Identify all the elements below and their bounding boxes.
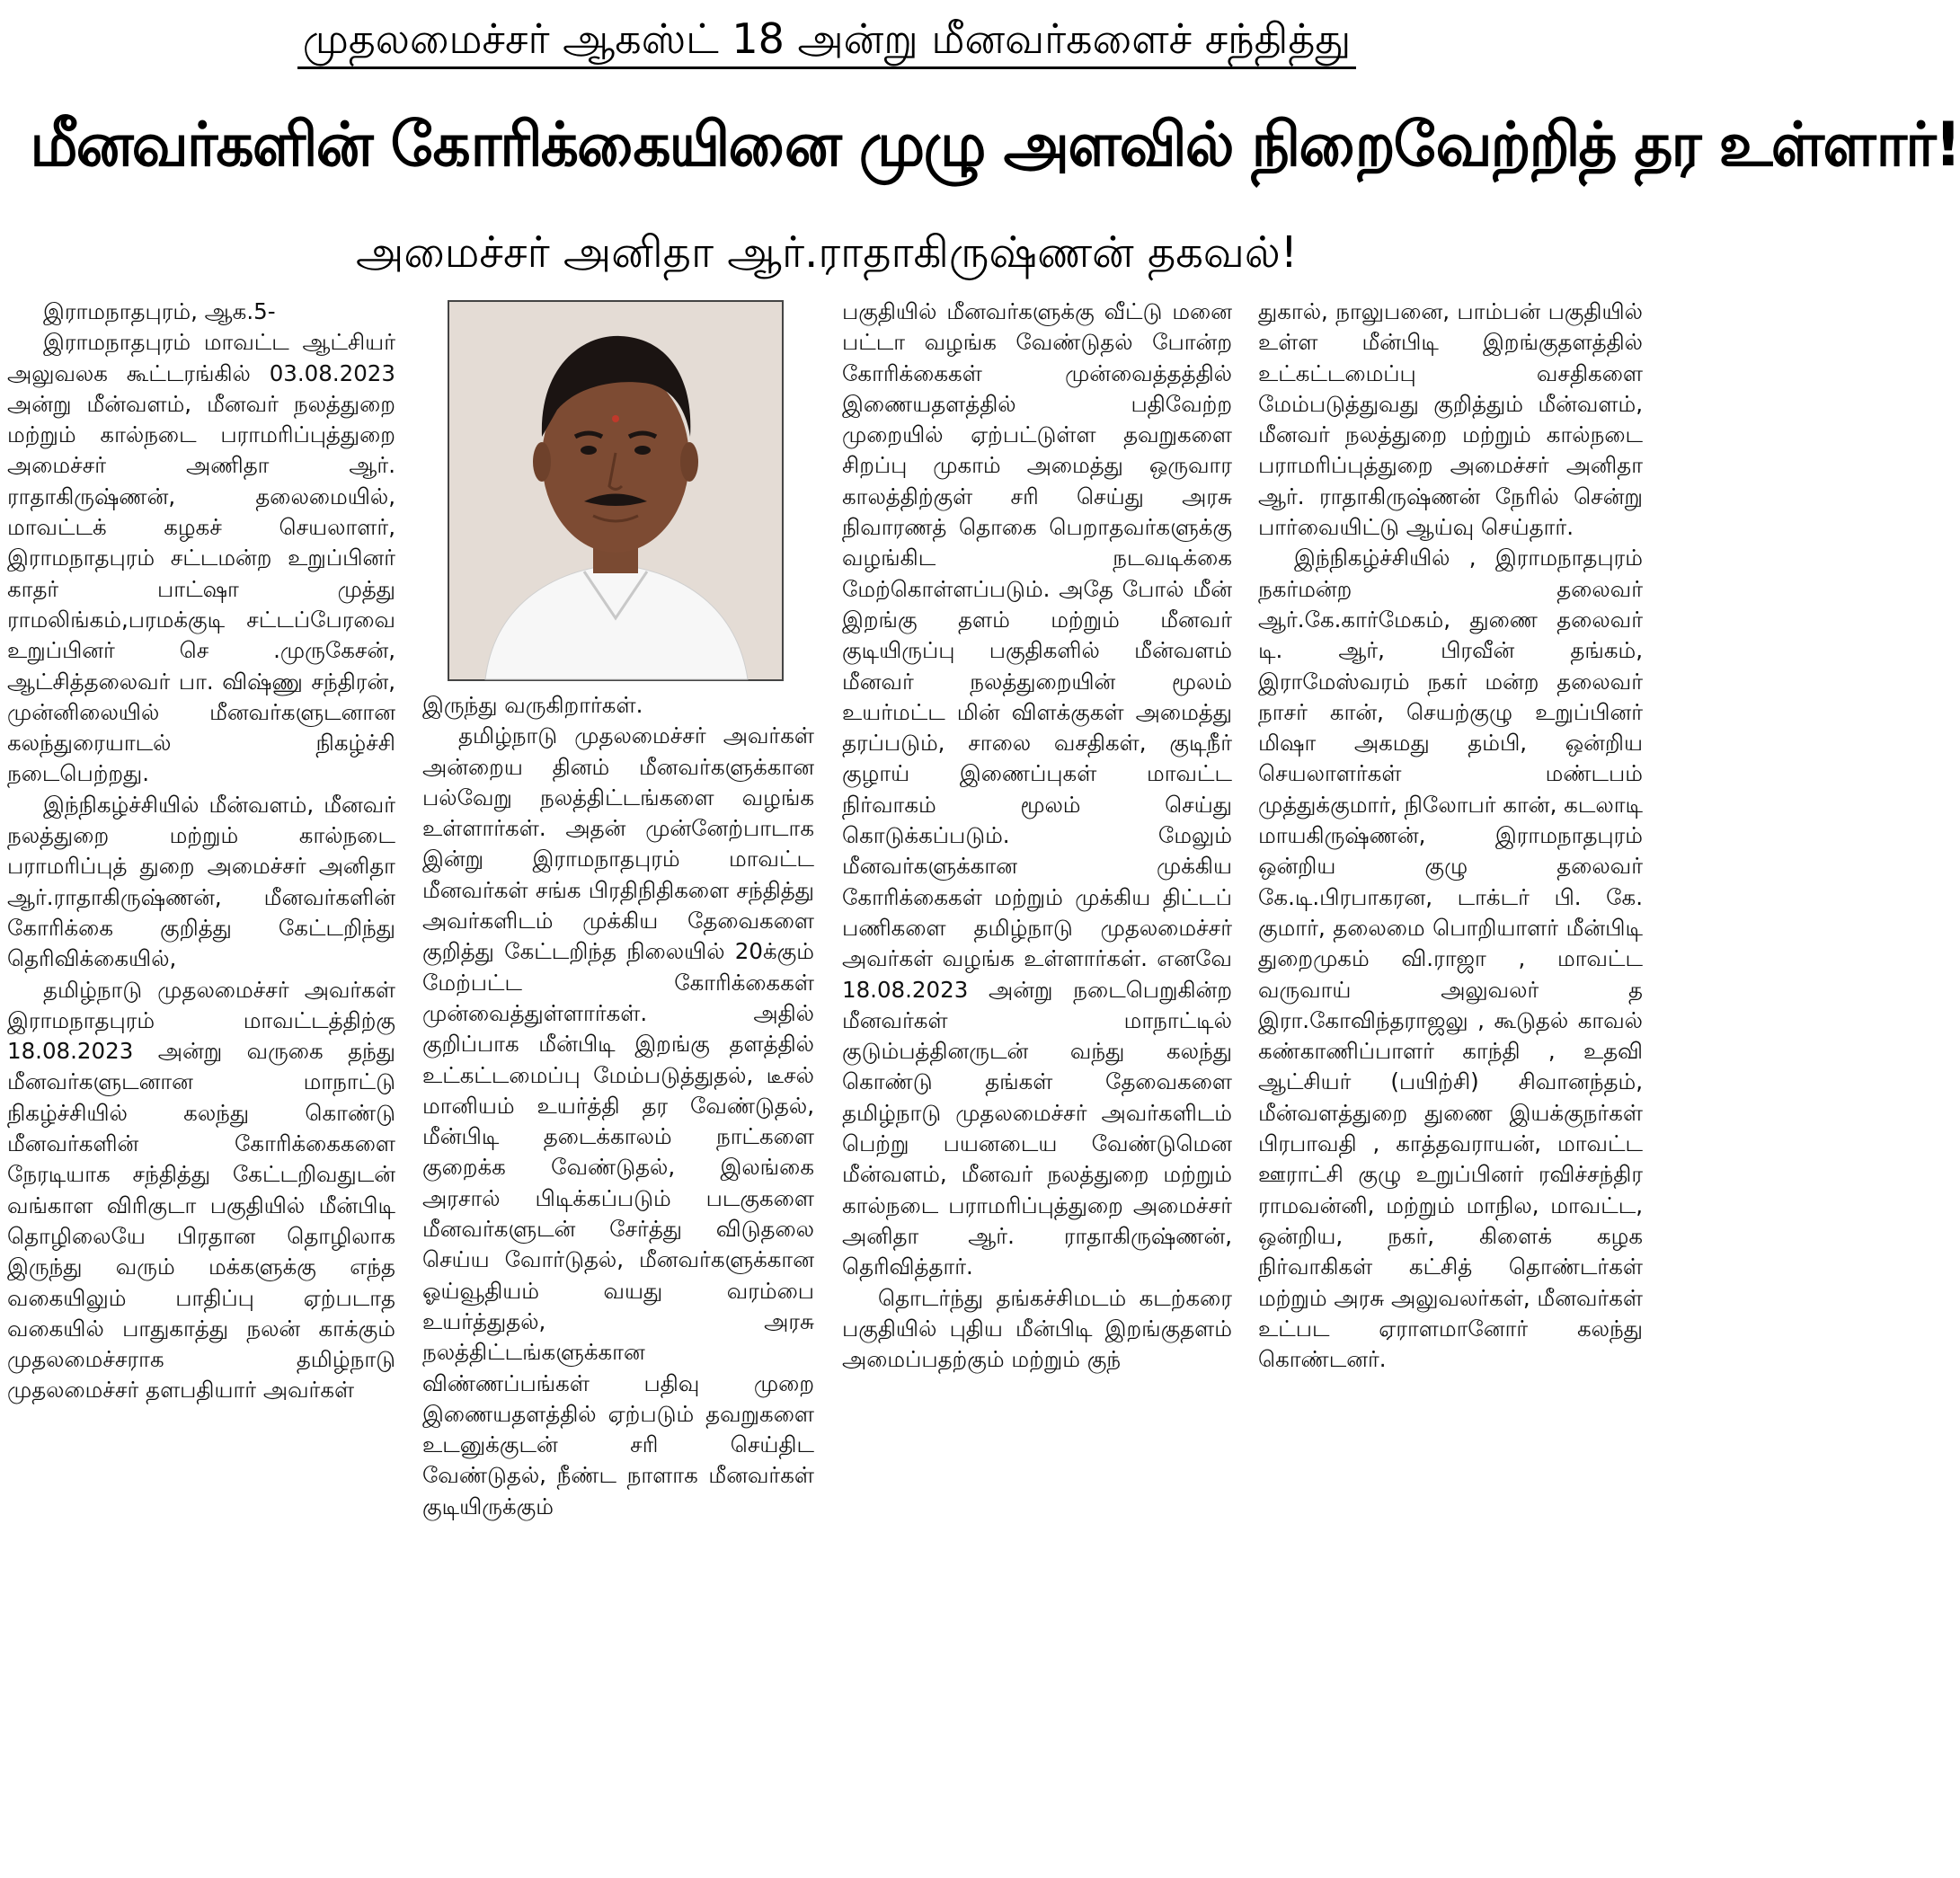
article-column-3	[842, 297, 1232, 1874]
paragraph: துகால், நாலுபனை, பாம்பன் பகுதியில் உள்ள மீன்பிடி இறங்குதளத்தில் உட்கட்டமைப்பு வசதிகளை மேம்படுத்துவது குறித்தும் மீன்வளம், மீனவர் நலத்துறை மற்றும் கால்நடை பராமரிப்புத்துறை அமைச்சர் அனிதா ஆர். ராதாகிருஷ்ணன் நேரில் சென்று பார்வையிட்டு ஆய்வு செய்தார்.	[1258, 298, 1643, 541]
paragraph: தமிழ்நாடு முதலமைச்சர் அவர்கள் அன்றைய தினம் மீனவர்களுக்கான பல்வேறு நலத்திட்டங்களை வழங்க உள்ளார்கள். அதன் முன்னேற்பாடாக இன்று இராமநாதபுரம் மாவட்ட மீனவர்கள் சங்க பிரதிநிதிகளை சந்தித்து அவர்களிடம் முக்கிய தேவைகளை குறித்து கேட்டறிந்த நிலையில் 20க்கும் மேற்பட்ட கோரிக்கைகள் முன்வைத்துள்ளார்கள். அதில் குறிப்பாக மீன்பிடி இறங்கு தளத்தில் உட்கட்டமைப்பு மேம்படுத்துதல், டீசல் மானியம் உயர்த்தி தர வேண்டுதல், மீன்பிடி தடைக்காலம் நாட்களை குறைக்க வேண்டுதல், இலங்கை அரசால் பிடிக்கப்படும் படகுகளை மீனவர்களுடன் சேர்த்து விடுதலை செய்ய வோர்டுதல், மீனவர்களுக்கான ஓய்வூதியம் வயது வரம்பை உயர்த்துதல், அரசு நலத்திட்டங்களுக்கான விண்ணப்பங்கள் பதிவு முறை இணையதளத்தில் ஏற்படும் தவறுகளை உடனுக்குடன் சரி செய்திட வேண்டுதல், நீண்ட நாளாக மீனவர்கள் குடியிருக்கும்	[422, 722, 814, 1519]
headline-main: மீனவர்களின் கோரிக்கையினை முழு அளவில் நிறைவேற்றித் தர உள்ளார்!	[30, 110, 1960, 181]
minister-photo	[448, 300, 784, 681]
paragraph: பகுதியில் மீனவர்களுக்கு வீட்டு மனை பட்டா வழங்க வேண்டுதல் போன்ற கோரிக்கைகள் முன்வைத்தத்தில் இணையதளத்தில் பதிவேற்ற முறையில் ஏற்பட்டுள்ள தவறுகளை சிறப்பு முகாம் அமைத்து ஒருவார காலத்திற்குள் சரி செய்து அரசு நிவாரணத் தொகை பெறாதவர்களுக்கு வழங்கிட நடவடிக்கை மேற்கொள்ளப்படும். அதே போல் மீன் இறங்கு தளம் மற்றும் மீனவர் குடியிருப்பு பகுதிகளில் மீன்வளம் மீனவர் நலத்துறையின் மூலம் உயர்மட்ட மின் விளக்குகள் அமைத்து தரப்படும், சாலை வசதிகள், குடிநீர் குழாய் இணைப்புகள் மாவட்ட நிர்வாகம் மூலம் செய்து கொடுக்கப்படும். மேலும் மீனவர்களுக்கான முக்கிய கோரிக்கைகள் மற்றும் முக்கிய திட்டப் பணிகளை தமிழ்நாடு முதலமைச்சர் அவர்கள் வழங்க உள்ளார்கள். எனவே 18.08.2023 அன்று நடைபெறுகின்ற மீனவர்கள் மாநாட்டில் குடும்பத்தினருடன் வந்து கலந்து கொண்டு தங்கள் தேவைகளை தமிழ்நாடு முதலமைச்சர் அவர்களிடம் பெற்று பயனடைய வேண்டுமென மீன்வளம், மீனவர் நலத்துறை மற்றும் கால்நடை பராமரிப்புத்துறை அமைச்சர் அனிதா ஆர். ராதாகிருஷ்ணன், தெரிவித்தார்.	[842, 298, 1232, 1280]
portrait-illustration	[449, 302, 782, 679]
paragraph: தமிழ்நாடு முதலமைச்சர் அவர்கள் இராமநாதபுரம் மாவட்டத்திற்கு 18.08.2023 அன்று வருகை தந்து மீனவர்களுடனான மாநாட்டு நிகழ்ச்சியில் கலந்து கொண்டு மீனவர்களின் கோரிக்கைகளை நேரடியாக சந்தித்து கேட்டறிவதுடன் வங்காள விரிகுடா பகுதியில் மீன்பிடி தொழிலையே பிரதான தொழிலாக இருந்து வரும் மக்களுக்கு எந்த வகையிலும் பாதிப்பு ஏற்படாத வகையில் பாதுகாத்து நலன் காக்கும் முதலமைச்சராக தமிழ்நாடு முதலமைச்சர் தளபதியார் அவர்கள்	[7, 976, 395, 1404]
paragraph: இராமநாதபுரம் மாவட்ட ஆட்சியர் அலுவலக கூட்டரங்கில் 03.08.2023 அன்று மீன்வளம், மீனவர் நலத்துறை மற்றும் கால்நடை பராமரிப்புத்துறை அமைச்சர் அணிதா ஆர். ராதாகிருஷ்ணன், தலைமையில், மாவட்டக் கழகச் செயலாளர், இராமநாதபுரம் சட்டமன்ற உறுப்பினர் காதர் பாட்ஷா முத்து ராமலிங்கம்,பரமக்குடி சட்டப்பேரவை உறுப்பினர் செ .முருகேசன், ஆட்சித்தலைவர் பா. விஷ்ணு சந்திரன், முன்னிலையில் மீனவர்களுடனான கலந்துரையாடல் நிகழ்ச்சி நடைபெற்றது.	[7, 329, 395, 787]
paragraph: இருந்து வருகிறார்கள்.	[422, 692, 643, 718]
paragraph: இந்நிகழ்ச்சியில் , இராமநாதபுரம் நகர்மன்ற தலைவர் ஆர்.கே.கார்மேகம், துணை தலைவர் டி. ஆர், பிரவீன் தங்கம், இராமேஸ்வரம் நகர் மன்ற தலைவர் நாசர் கான், செயற்குழு உறுப்பினர் மிஷா அகமது தம்பி, ஒன்றிய செயலாளர்கள் மண்டபம் முத்துக்குமார், நிலோபர் கான், கடலாடி மாயகிருஷ்ணன், இராமநாதபுரம் ஒன்றிய குழு தலைவர் கே.டி.பிரபாகரன, டாக்டர் பி. கே. குமார், தலைமை பொறியாளர் மீன்பிடி துறைமுகம் வி.ராஜா , மாவட்ட வருவாய் அலுவலர் த இரா.கோவிந்தராஜலு , கூடுதல் காவல் கண்காணிப்பாளர் காந்தி , உதவி ஆட்சியர் (பயிற்சி) சிவானந்தம், மீன்வளத்துறை துணை இயக்குநர்கள் பிரபாவதி , காத்தவராயன், மாவட்ட ஊராட்சி குழு உறுப்பினர் ரவிச்சந்திர ராமவன்னி, மற்றும் மாநில, மாவட்ட, ஒன்றிய, நகர், கிளைக் கழக நிர்வாகிகள் கட்சித் தொண்டர்கள் மற்றும் அரசு அலுவலர்கள், மீனவர்கள் உட்பட ஏராளமானோர் கலந்து கொண்டனர்.	[1258, 545, 1644, 1373]
article-column-4	[1258, 297, 1643, 1874]
paragraph: தொடர்ந்து தங்கச்சிமடம் கடற்கரை பகுதியில் புதிய மீன்பிடி இறங்குதளம் அமைப்பதற்கும் மற்றும் குந்	[842, 1284, 1232, 1373]
headline-sub: அமைச்சர் அனிதா ஆர்.ராதாகிருஷ்ணன் தகவல்!	[356, 227, 1298, 278]
dateline: இராமநாதபுரம், ஆக.5-	[43, 298, 276, 324]
article-column-2	[422, 690, 814, 1874]
article-column-1	[7, 297, 395, 1874]
headline-kicker-text: முதலமைச்சர் ஆகஸ்ட் 18 அன்று மீனவர்களைச் சந்தித்து	[297, 14, 1356, 69]
headline-kicker	[81, 7, 1573, 77]
paragraph: இந்நிகழ்ச்சியில் மீன்வளம், மீனவர் நலத்துறை மற்றும் கால்நடை பராமரிப்புத் துறை அமைச்சர் அனிதா ஆர்.ராதாகிருஷ்ணன், மீனவர்களின் கோரிக்கை குறித்து கேட்டறிந்து தெரிவிக்கையில்,	[7, 791, 395, 972]
